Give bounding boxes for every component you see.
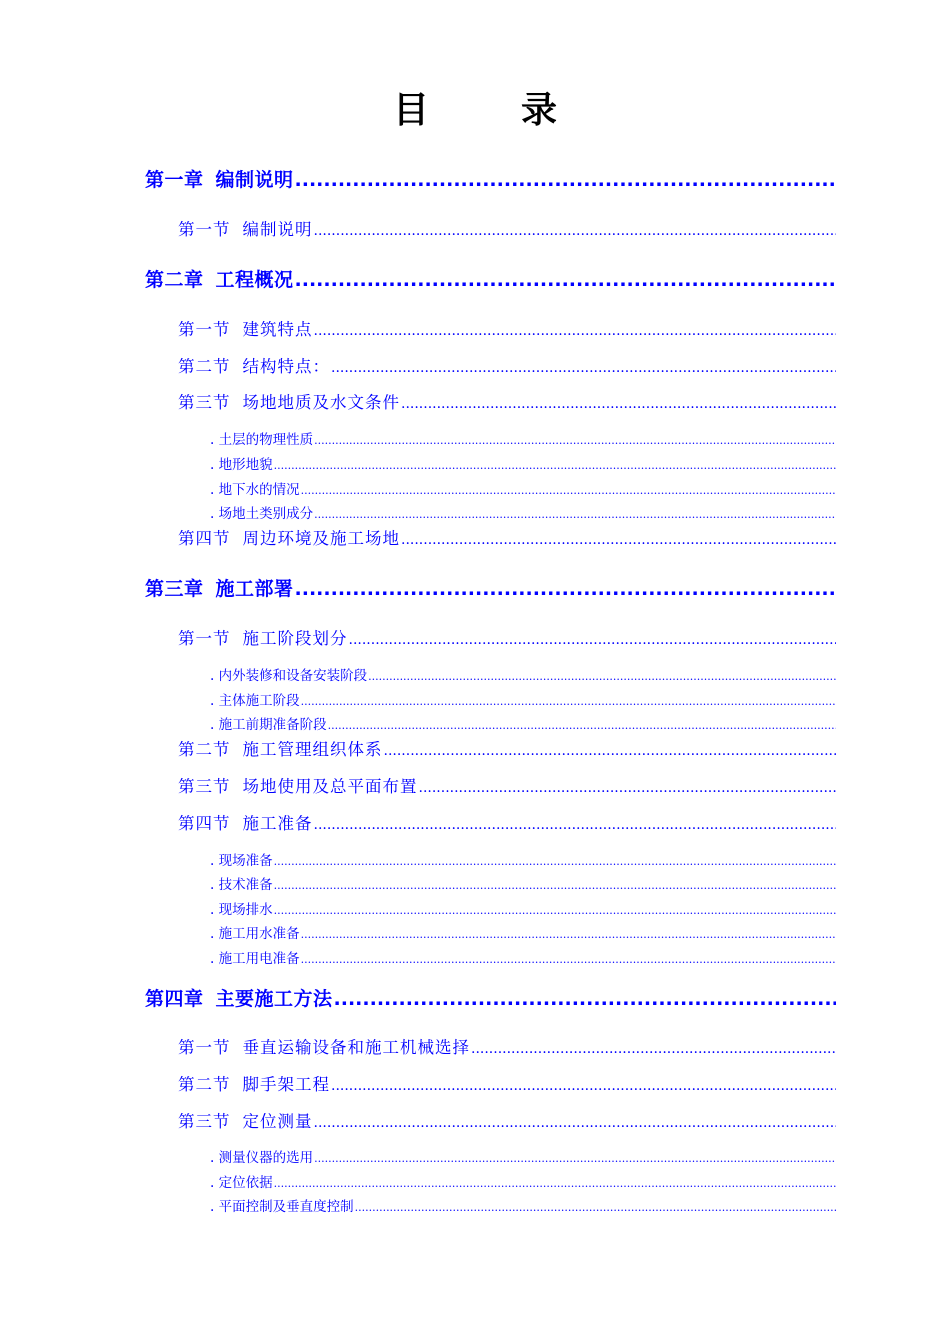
toc-section-entry[interactable]: [178, 353, 836, 377]
toc-leader-dots: [274, 855, 836, 868]
toc-sub-entry[interactable]: [210, 898, 836, 918]
toc-section-entry[interactable]: [178, 1071, 836, 1095]
toc-section-entry[interactable]: [178, 1034, 836, 1058]
toc-sub-entry[interactable]: [210, 428, 836, 448]
toc-leader-dots: [295, 578, 836, 600]
toc-entry-title: . 地下水的情况: [210, 482, 300, 498]
toc-sub-entry[interactable]: [210, 1146, 836, 1166]
toc-section-entry[interactable]: [178, 810, 836, 834]
toc-leader-dots: [331, 1078, 836, 1094]
toc-leader-dots: [301, 928, 836, 941]
toc-entry-number: 第二节: [178, 1075, 231, 1094]
toc-entry-title: 场地使用及总平面布置: [242, 777, 418, 796]
toc-entry-title: 编制说明: [215, 169, 294, 191]
toc-sub-entry[interactable]: [210, 849, 836, 869]
toc-entry-title: . 施工用水准备: [210, 926, 300, 942]
toc-leader-dots: [301, 695, 836, 708]
toc-chapter-entry[interactable]: [145, 165, 836, 192]
toc-entry-title: . 现场准备: [210, 853, 273, 869]
toc-entry-title: . 主体施工阶段: [210, 693, 300, 709]
toc-entry-number: 第三节: [178, 777, 231, 796]
toc-entry-title: . 测量仪器的选用: [210, 1150, 314, 1166]
page-title: [0, 82, 950, 133]
toc-sub-entry[interactable]: [210, 1171, 836, 1191]
toc-entry-title: . 施工用电准备: [210, 951, 300, 967]
toc-leader-dots: [295, 269, 836, 291]
toc-entry-number: 第二节: [178, 357, 231, 376]
toc-entry-title: . 技术准备: [210, 877, 273, 893]
toc-section-entry[interactable]: [178, 525, 836, 549]
toc-entry-number: 第三节: [178, 1112, 231, 1131]
toc-chapter-entry[interactable]: [145, 984, 836, 1011]
toc-entry-number: 第二节: [178, 740, 231, 759]
toc-entry-number: 第二章: [145, 269, 204, 291]
toc-leader-dots: [471, 1041, 836, 1057]
toc-entry-number: 第一节: [178, 629, 231, 648]
toc-entry-title: 主要施工方法: [215, 988, 333, 1010]
toc-leader-dots: [301, 484, 836, 497]
toc-leader-dots: [384, 743, 837, 759]
toc-section-entry[interactable]: [178, 736, 836, 760]
toc-section-entry[interactable]: [178, 216, 836, 240]
toc-leader-dots: [314, 508, 836, 521]
toc-entry-title: 垂直运输设备和施工机械选择: [242, 1038, 470, 1057]
toc-entry-title: 脚手架工程: [242, 1075, 330, 1094]
toc-leader-dots: [301, 953, 836, 966]
toc-sub-entry[interactable]: [210, 1195, 836, 1215]
toc-entry-title: 施工管理组织体系: [242, 740, 383, 759]
toc-entry-number: 第一章: [145, 169, 204, 191]
toc-leader-dots: [314, 223, 837, 239]
toc-entry-title: . 现场排水: [210, 902, 273, 918]
toc-section-entry[interactable]: [178, 389, 836, 413]
toc-leader-dots: [334, 988, 836, 1010]
toc-entry-title: 工程概况: [215, 269, 294, 291]
toc-leader-dots: [331, 360, 836, 376]
toc-leader-dots: [274, 459, 836, 472]
toc-leader-dots: [368, 670, 836, 683]
toc-leader-dots: [349, 632, 837, 648]
toc-entry-title: . 土层的物理性质: [210, 432, 314, 448]
toc-entry-number: 第四节: [178, 814, 231, 833]
toc-sub-entry[interactable]: [210, 453, 836, 473]
toc-sub-entry[interactable]: [210, 689, 836, 709]
title-right-char: 录: [521, 90, 558, 131]
toc-entry-number: 第四章: [145, 988, 204, 1010]
toc-entry-title: 结构特点：: [242, 357, 330, 376]
toc-entry-title: 施工准备: [242, 814, 313, 833]
toc-leader-dots: [314, 434, 836, 447]
toc-leader-dots: [314, 323, 837, 339]
toc-entry-number: 第一节: [178, 220, 231, 239]
toc-leader-dots: [355, 1201, 836, 1214]
toc-entry-title: . 内外装修和设备安装阶段: [210, 668, 368, 684]
toc-entry-title: 周边环境及施工场地: [242, 529, 400, 548]
toc-entry-number: 第一节: [178, 1038, 231, 1057]
toc-leader-dots: [274, 904, 836, 917]
toc-leader-dots: [314, 1152, 836, 1165]
toc-sub-entry[interactable]: [210, 947, 836, 967]
toc-entry-number: 第一节: [178, 320, 231, 339]
toc-sub-entry[interactable]: [210, 478, 836, 498]
toc-entry-title: . 施工前期准备阶段: [210, 717, 327, 733]
toc-section-entry[interactable]: [178, 773, 836, 797]
toc-leader-dots: [314, 817, 837, 833]
toc-leader-dots: [274, 1177, 836, 1190]
toc-leader-dots: [401, 396, 836, 412]
toc-leader-dots: [419, 780, 837, 796]
toc-chapter-entry[interactable]: [145, 265, 836, 292]
toc-entry-title: 定位测量: [242, 1112, 313, 1131]
toc-entry-title: 建筑特点: [242, 320, 313, 339]
toc-leader-dots: [314, 1115, 837, 1131]
toc-entry-title: . 场地土类别成分: [210, 506, 314, 522]
toc-section-entry[interactable]: [178, 625, 836, 649]
toc-entry-title: 施工阶段划分: [242, 629, 348, 648]
toc-leader-dots: [295, 169, 836, 191]
toc-sub-entry[interactable]: [210, 664, 836, 684]
toc-entry-title: . 地形地貌: [210, 457, 273, 473]
toc-entry-title: 编制说明: [242, 220, 313, 239]
toc-section-entry[interactable]: [178, 316, 836, 340]
toc-entry-number: 第四节: [178, 529, 231, 548]
title-left-char: 目: [392, 90, 429, 131]
toc-sub-entry[interactable]: [210, 502, 836, 522]
toc-entry-title: . 平面控制及垂直度控制: [210, 1199, 354, 1215]
toc-entry-number: 第三章: [145, 578, 204, 600]
toc-sub-entry[interactable]: [210, 873, 836, 893]
toc-sub-entry[interactable]: [210, 713, 836, 733]
toc-entry-title: . 定位依据: [210, 1175, 273, 1191]
toc-leader-dots: [401, 532, 836, 548]
toc-leader-dots: [274, 879, 836, 892]
toc-entry-title: 施工部署: [215, 578, 294, 600]
toc-entry-number: 第三节: [178, 393, 231, 412]
toc-leader-dots: [328, 719, 836, 732]
toc-chapter-entry[interactable]: [145, 574, 836, 601]
toc-entry-title: 场地地质及水文条件: [242, 393, 400, 412]
toc-section-entry[interactable]: [178, 1108, 836, 1132]
toc-sub-entry[interactable]: [210, 922, 836, 942]
